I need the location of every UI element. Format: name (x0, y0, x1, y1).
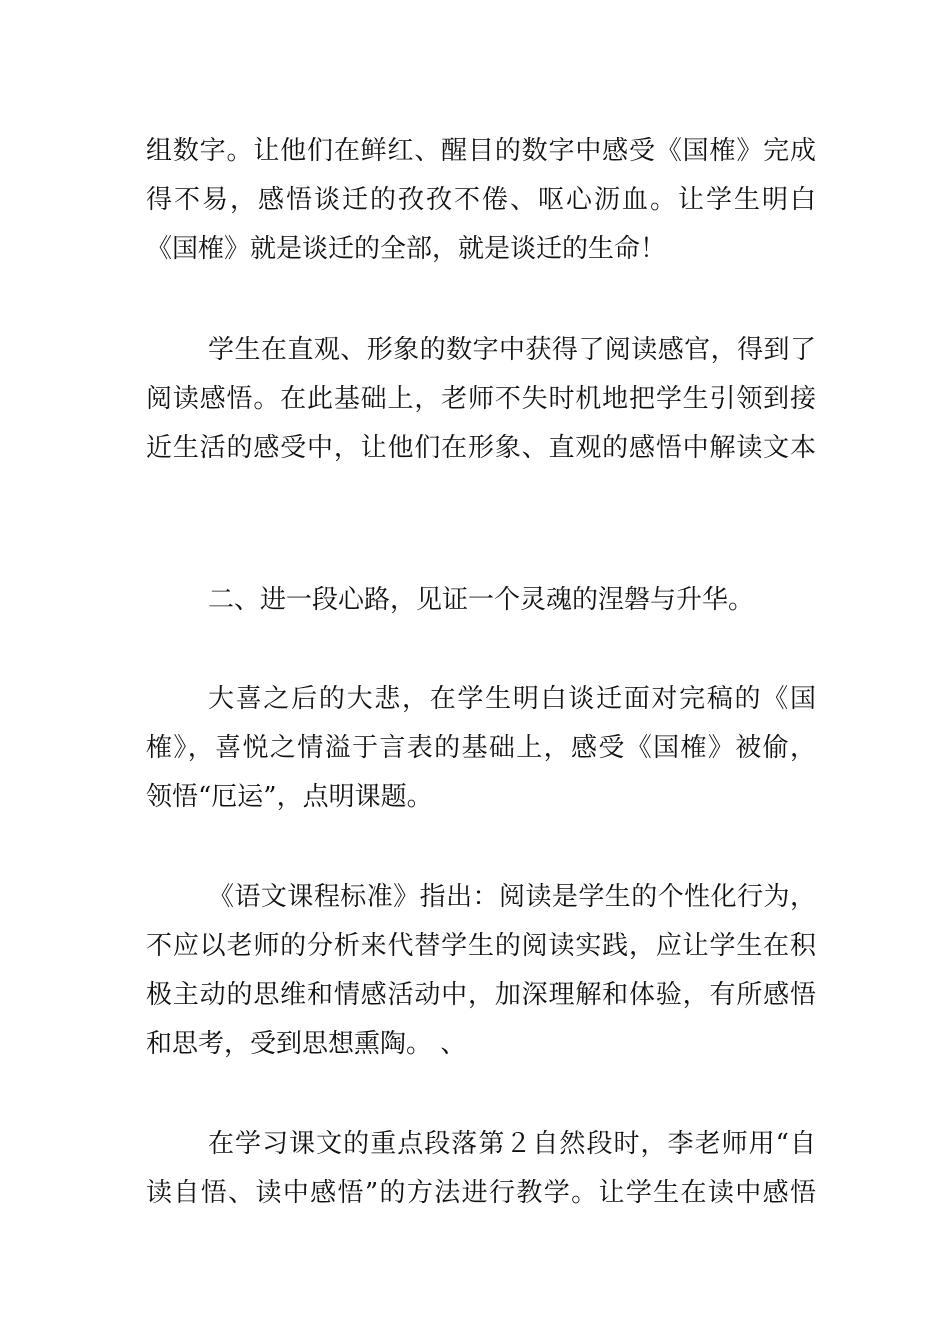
paragraph-line: 《语文课程标准》指出：阅读是学生的个性化行为， (208, 882, 816, 912)
paragraph-line: 读自悟、读中感悟”的方法进行教学。让学生在读中感悟 (146, 1178, 816, 1208)
paragraph-line: 得不易，感悟谈迁的孜孜不倦、呕心沥血。让学生明白 (146, 185, 816, 215)
paragraph-line: 近生活的感受中，让他们在形象、直观的感悟中解读文本 (146, 433, 816, 463)
paragraph-line: 和思考，受到思想熏陶。 、 (146, 1029, 467, 1059)
paragraph-line: 不应以老师的分析来代替学生的阅读实践，应让学生在积 (146, 931, 816, 961)
paragraph-line: 大喜之后的大悲，在学生明白谈迁面对完稿的《国 (208, 684, 816, 714)
paragraph-line: 极主动的思维和情感活动中，加深理解和体验，有所感悟 (146, 980, 816, 1010)
paragraph-line: 组数字。让他们在鲜红、醒目的数字中感受《国榷》完成 (146, 136, 816, 166)
paragraph-line: 榷》，喜悦之情溢于言表的基础上，感受《国榷》被偷， (146, 733, 816, 763)
paragraph-line: 学生在直观、形象的数字中获得了阅读感官，得到了 (208, 335, 816, 365)
paragraph-line: 领悟“厄运”，点明课题。 (146, 782, 433, 812)
section-heading: 二、进一段心路，见证一个灵魂的涅磐与升华。 (208, 585, 755, 615)
paragraph-line: 阅读感悟。在此基础上，老师不失时机地把学生引领到接 (146, 384, 816, 414)
paragraph-line: 在学习课文的重点段落第２自然段时，李老师用“自 (208, 1129, 816, 1159)
paragraph-line: 《国榷》就是谈迁的全部，就是谈迁的生命！ (146, 234, 667, 264)
